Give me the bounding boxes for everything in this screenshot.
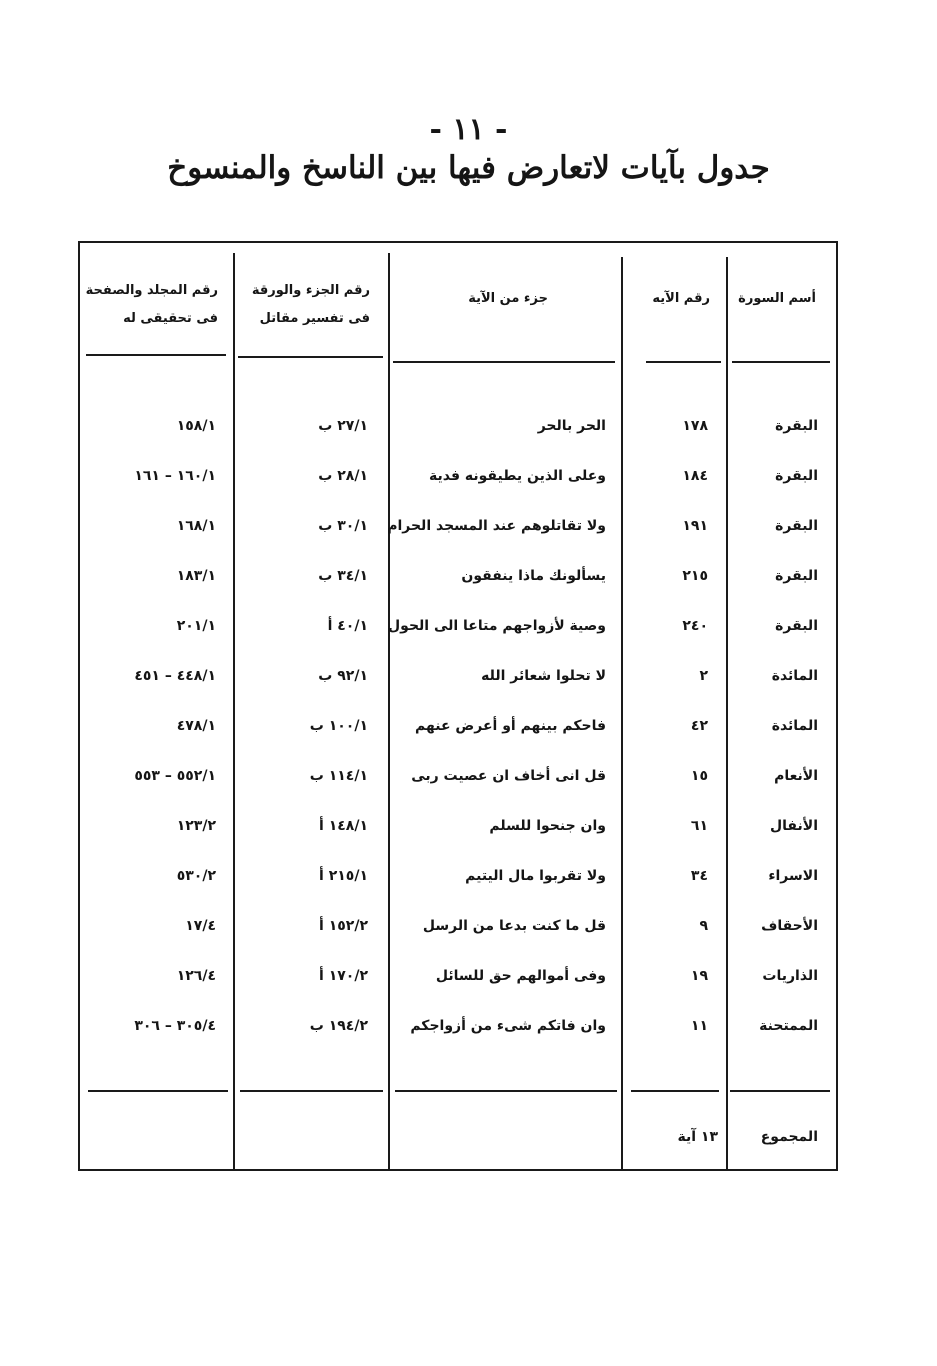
cell-surah: البقرة [775,618,818,634]
column-divider [836,241,838,1171]
cell-editor-ref: ١٥٨/١ [176,418,216,434]
header-muqatil-ref: رقم الجزء والورقة فى تفسير مقاتل [251,283,370,326]
cell-ayah-part: وفى أموالهم حق للسائل [435,968,606,984]
cell-editor-ref: ١٧/٤ [185,918,216,934]
total-label: المجموع [760,1129,818,1145]
abrogation-table [78,241,838,1173]
cell-editor-ref: ٥٥٢/١ – ٥٥٣ [134,768,216,784]
cell-muqatil-ref: ١٩٤/٢ ب [309,1018,368,1034]
header-surah: أسم السورة [738,291,816,306]
cell-surah: البقرة [775,518,818,534]
cell-muqatil-ref: ٢١٥/١ أ [319,868,368,884]
cell-editor-ref: ١٢٣/٢ [176,818,216,834]
header-underline [393,361,615,363]
cell-ayah-number: ٢٤٠ [682,618,708,634]
cell-muqatil-ref: ١٧٠/٢ أ [319,968,368,984]
total-separator [88,1090,228,1092]
column-divider [726,257,728,1171]
column-divider [78,241,80,1171]
total-separator [240,1090,383,1092]
cell-ayah-part: ولا تقاتلوهم عند المسجد الحرام [387,518,606,534]
cell-ayah-number: ١٩ [690,968,708,984]
cell-surah: الأنعام [774,768,818,784]
cell-ayah-part: فاحكم بينهم أو أعرض عنهم [415,718,606,734]
page-title: جدول بآيات لاتعارض فيها بين الناسخ والمنسوخ [167,150,770,186]
cell-ayah-part: وان جنحوا للسلم [489,818,606,834]
cell-editor-ref: ١٦٠/١ – ١٦١ [134,468,216,484]
cell-surah: البقرة [775,418,818,434]
cell-editor-ref: ١٢٦/٤ [176,968,216,984]
cell-muqatil-ref: ١٤٨/١ أ [319,818,368,834]
header-underline [732,361,830,363]
header-ayah-part: جزء من الآية [468,291,548,306]
header-underline [86,354,226,356]
cell-ayah-part: يسألونك ماذا ينفقون [461,568,606,584]
column-divider [233,253,235,1171]
cell-surah: المائدة [771,668,818,684]
cell-editor-ref: ٣٠٥/٤ – ٣٠٦ [134,1018,216,1034]
total-separator [730,1090,830,1092]
cell-muqatil-ref: ١١٤/١ ب [309,768,368,784]
cell-muqatil-ref: ٤٠/١ أ [327,618,368,634]
cell-ayah-part: الحر بالحر [537,418,606,434]
header-underline [238,356,383,358]
cell-editor-ref: ١٦٨/١ [176,518,216,534]
page-number: - ١١ - [429,112,508,147]
cell-surah: الاسراء [768,868,818,884]
cell-ayah-number: ١١ [690,1018,708,1034]
header-ayah-number: رقم الآيه [652,291,710,306]
cell-ayah-number: ٩ [699,918,708,934]
cell-muqatil-ref: ١٠٠/١ ب [309,718,368,734]
cell-ayah-number: ٢ [699,668,708,684]
cell-ayah-number: ٢١٥ [682,568,708,584]
cell-muqatil-ref: ١٥٢/٢ أ [319,918,368,934]
total-value: ١٣ آية [677,1129,718,1145]
cell-muqatil-ref: ٣٤/١ ب [318,568,368,584]
cell-ayah-number: ٦١ [690,818,708,834]
cell-editor-ref: ١٨٣/١ [176,568,216,584]
cell-ayah-number: ١٩١ [682,518,708,534]
header-underline [646,361,721,363]
cell-ayah-part: وان فاتكم شىء من أزواجكم [410,1018,606,1034]
cell-surah: البقرة [775,468,818,484]
column-divider [621,257,623,1171]
cell-editor-ref: ٤٧٨/١ [176,718,216,734]
cell-surah: المائدة [771,718,818,734]
cell-editor-ref: ٢٠١/١ [176,618,216,634]
cell-ayah-number: ١٧٨ [682,418,708,434]
cell-surah: البقرة [775,568,818,584]
table-top-border [78,241,838,243]
cell-ayah-number: ٤٢ [690,718,708,734]
cell-ayah-number: ١٥ [690,768,708,784]
cell-surah: الأنفال [770,818,818,834]
cell-ayah-part: قل ما كنت بدعا من الرسل [422,918,606,934]
table-bottom-border [78,1169,838,1171]
column-divider [388,253,390,1171]
cell-surah: الأحقاف [761,918,818,934]
cell-muqatil-ref: ٩٢/١ ب [318,668,368,684]
cell-ayah-part: وعلى الذين يطيقونه فدية [429,468,606,484]
cell-editor-ref: ٤٤٨/١ – ٤٥١ [134,668,216,684]
header-editor-ref: رقم المجلد والصفحة فى تحقيقى له [85,283,218,326]
cell-muqatil-ref: ٢٧/١ ب [318,418,368,434]
cell-editor-ref: ٥٣٠/٢ [176,868,216,884]
cell-ayah-number: ٣٤ [690,868,708,884]
cell-ayah-part: قل انى أخاف ان عصيت ربى [411,768,606,784]
cell-muqatil-ref: ٢٨/١ ب [318,468,368,484]
cell-ayah-part: وصية لأزواجهم متاعا الى الحول [388,618,606,634]
cell-ayah-part: ولا تقربوا مال اليتيم [465,868,606,884]
cell-ayah-part: لا تحلوا شعائر الله [481,668,606,684]
total-separator [395,1090,617,1092]
total-separator [631,1090,719,1092]
cell-surah: الممتحنة [759,1018,818,1034]
cell-muqatil-ref: ٣٠/١ ب [318,518,368,534]
cell-surah: الذاريات [762,968,818,984]
cell-ayah-number: ١٨٤ [682,468,708,484]
